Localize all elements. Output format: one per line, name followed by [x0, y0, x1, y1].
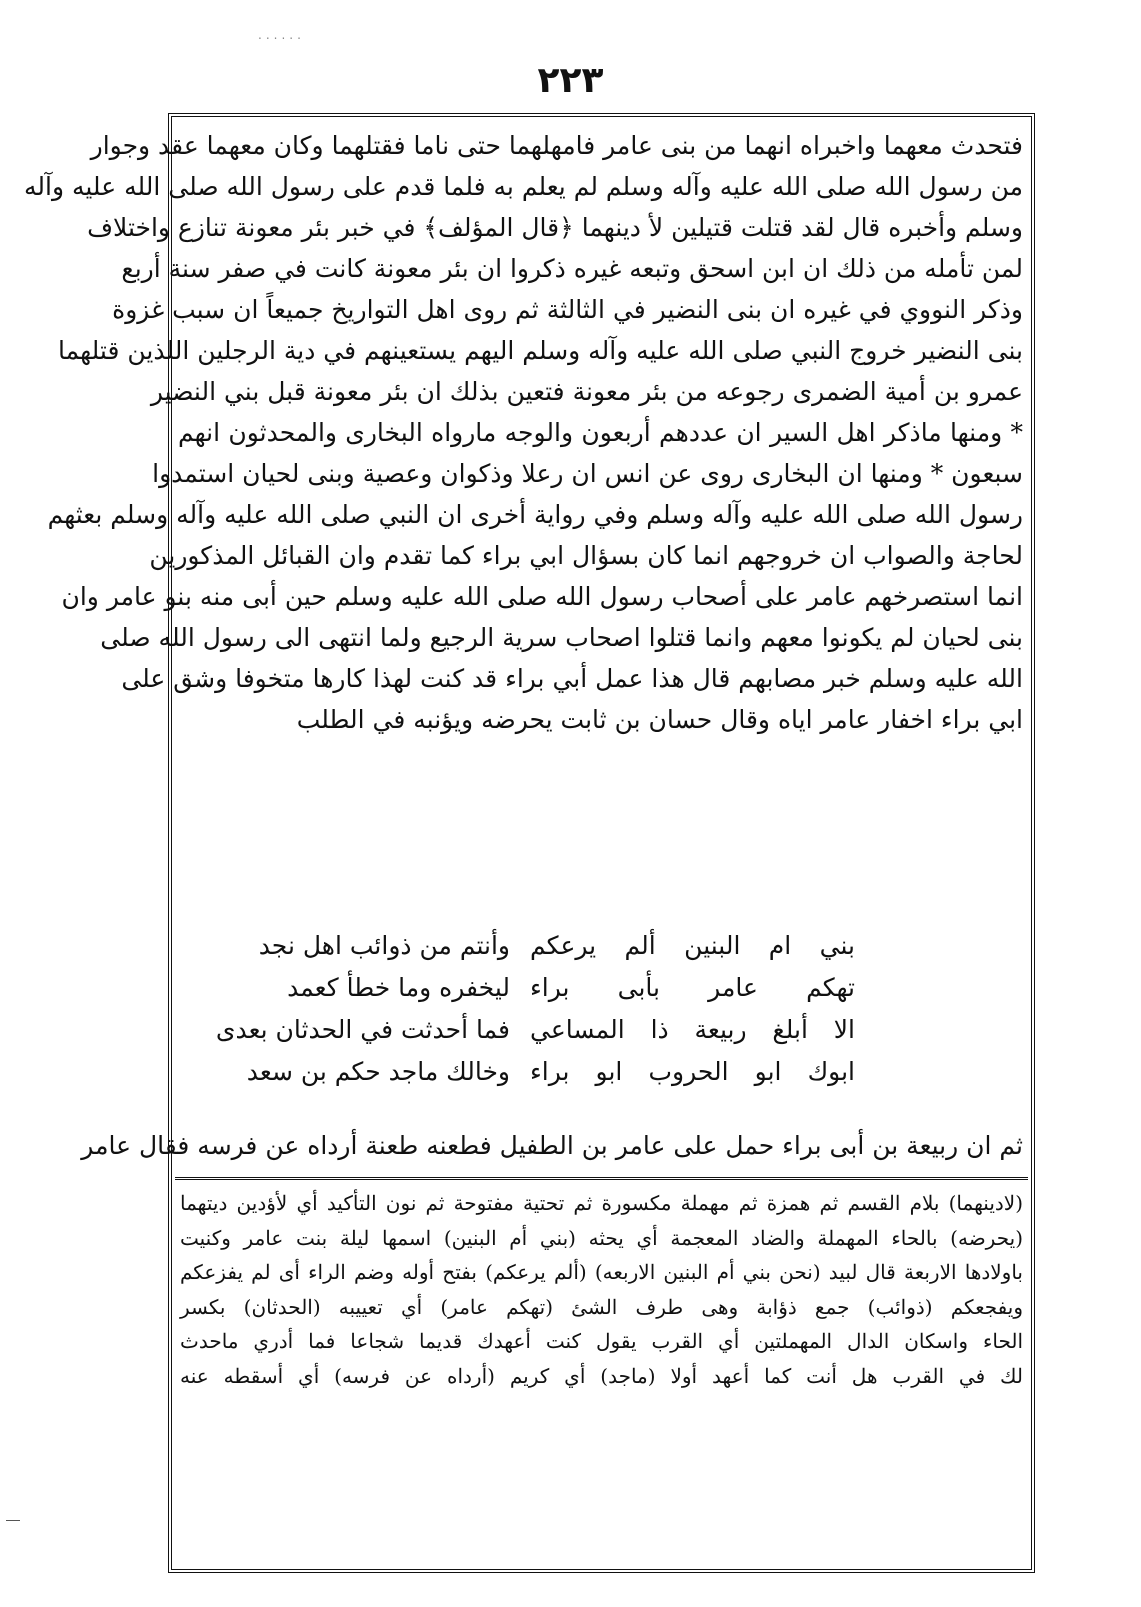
poem-verse: [178, 1051, 1023, 1093]
text-line: انما استصرخهم عامر على أصحاب رسول الله صلى الله عليه وسلم حين أبى منه بنو عامر وان: [61, 582, 1023, 611]
footnote-line: ويفجعكم (ذوائب) جمع ذؤابة وهى طرف الشئ (تهكم عامر) أي تعييبه (الحدثان) بكسر: [180, 1294, 1023, 1319]
text-line: وذكر النووي في غيره ان بنى النضير في الثالثة ثم روى اهل التواريخ جميعاً ان سبب غزوة: [112, 295, 1023, 324]
text-line: * ومنها ماذكر اهل السير ان عددهم أربعون والوجه مارواه البخارى والمحدثون انهم: [178, 418, 1023, 447]
text-line: وسلم وأخبره قال لقد قتلت قتيلين لأ دينهما ﴿قال المؤلف﴾ في خبر بئر معونة تنازع واختلاف: [87, 213, 1023, 242]
text-line: بنى لحيان لم يكونوا معهم وانما قتلوا اصحاب سرية الرجيع ولما انتهى الى رسول الله صلى: [100, 623, 1023, 652]
footnote-line: (لادينهما) بلام القسم ثم همزة ثم مهملة مكسورة ثم تحتية مفتوحة ثم نون التأكيد أي لأؤدين ديتهما: [180, 1191, 1023, 1215]
footnote-divider: [175, 1177, 1028, 1180]
poem-hemistich-second: وخالك ماجد حكم بن سعد: [246, 1057, 510, 1086]
footnote-line: الحاء واسكان الدال المهملتين أي القرب يقول كنت أعهدك قديما شجاعا فما أدري ماحدث: [180, 1329, 1023, 1353]
footnote-line: لك في القرب هل أنت كما أعهد أولا (ماجد) أي كريم (أرداه عن فرسه) أي أسقطه عنه: [180, 1363, 1023, 1388]
poem-hemistich-first: الا أبلغ ربيعة ذا المساعي: [530, 1015, 855, 1044]
text-line: بنى النضير خروج النبي صلى الله عليه وآله وسلم اليهم يستعينهم في دية الرجلين اللذين قتلهما: [58, 336, 1023, 365]
margin-mark: [6, 1520, 20, 1521]
continuation-line: ثم ان ربيعة بن أبى براء حمل على عامر بن الطفيل فطعنه طعنة أرداه عن فرسه فقال عامر: [81, 1131, 1023, 1160]
poem-verse: [178, 1009, 1023, 1051]
poem-hemistich-first: تهكم عامر بأبى براء: [530, 973, 855, 1002]
text-line: سبعون * ومنها ان البخارى روى عن انس ان رعلا وذكوان وعصية وبنى لحيان استمدوا: [152, 459, 1023, 488]
text-line: رسول الله صلى الله عليه وآله وسلم وفي رواية أخرى ان النبي صلى الله عليه وآله وسلم بعثهم: [47, 500, 1023, 529]
text-line: لحاجة والصواب ان خروجهم انما كان بسؤال ابي براء كما تقدم وان القبائل المذكورين: [149, 541, 1023, 570]
footnotes: [180, 1186, 1023, 1393]
footnote-line: باولادها الاربعة قال لبيد (نحن بني أم البنين الاربعه) (ألم يرعكم) بفتح أوله وضم الراء أى لم يفزعكم: [180, 1260, 1023, 1284]
main-text: [24, 125, 1023, 740]
text-line: عمرو بن أمية الضمرى رجوعه من بئر معونة فتعين بذلك ان بئر معونة قبل بني النضير: [150, 377, 1023, 406]
text-line: فتحدث معهما واخبراه انهما من بنى عامر فامهلهما حتى ناما فقتلهما وكان معهما عقد وجوار: [90, 131, 1023, 160]
poem-hemistich-second: ليخفره وما خطأ كعمد: [287, 973, 510, 1002]
poem-hemistich-second: وأنتم من ذوائب اهل نجد: [258, 931, 510, 960]
text-line: ابي براء اخفار عامر اياه وقال حسان بن ثابت يحرضه ويؤنبه في الطلب: [296, 705, 1023, 734]
poem-hemistich-first: ابوك ابو الحروب ابو براء: [530, 1057, 855, 1086]
text-line: الله عليه وسلم خبر مصابهم قال هذا عمل أبي براء قد كنت لهذا كارها متخوفا وشق على: [121, 664, 1023, 693]
poem-hemistich-second: فما أحدثت في الحدثان بعدى: [215, 1015, 510, 1044]
top-dots: ......: [258, 28, 305, 42]
poem-hemistich-first: بني ام البنين ألم يرعكم: [530, 931, 855, 960]
text-line: من رسول الله صلى الله عليه وآله وسلم لم يعلم به فلما قدم على رسول الله صلى الله عليه وآله: [24, 172, 1023, 201]
text-line: لمن تأمله من ذلك ان ابن اسحق وتبعه غيره ذكروا ان بئر معونة كانت في صفر سنة أربع: [121, 254, 1023, 283]
poem-verse: [178, 925, 1023, 967]
footnote-line: (يحرضه) بالحاء المهملة والضاد المعجمة أي يحثه (بني أم البنين) اسمها ليلة بنت عامر وكنيت: [180, 1225, 1023, 1250]
page-number: ٢٢٣: [537, 60, 604, 101]
poem: [178, 925, 1023, 1093]
poem-verse: [178, 967, 1023, 1009]
